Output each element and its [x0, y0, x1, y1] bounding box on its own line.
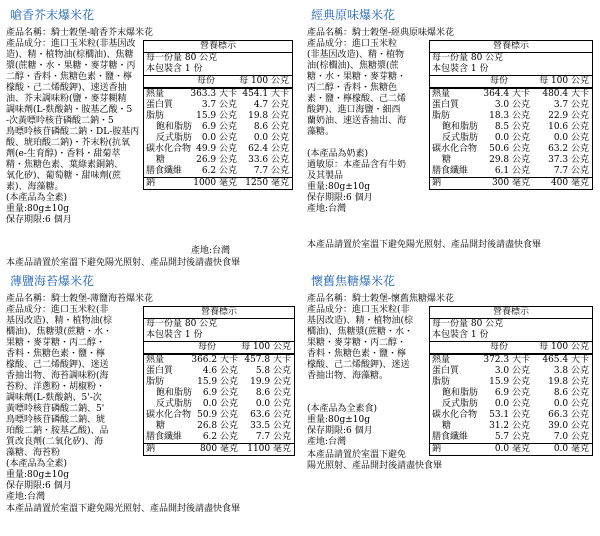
nutrient-label: 糖: [442, 155, 452, 165]
nutrient-per-serving: 366.2 大卡: [191, 355, 238, 365]
description-line: 櫚油)、焦糖漿(蔗糖・水・: [6, 327, 113, 337]
nutrition-row: [144, 100, 292, 111]
description-line: 櫚油)、焦糖漿(蔗糖・水・: [307, 327, 414, 337]
nutrient-per-100g: 7.7 公克: [553, 166, 589, 176]
nutrient-per-100g: 10.6 公克: [548, 122, 589, 132]
product-panel-original: [307, 6, 597, 256]
description-line: 藻糖。: [307, 127, 335, 137]
nutrient-per-serving: 0.0 毫克: [494, 444, 530, 454]
nutrient-per-serving: 15.9 公克: [489, 377, 530, 387]
nutrient-per-serving: 18.3 公克: [489, 111, 530, 121]
nutrient-per-100g: 19.9 公克: [250, 377, 291, 387]
nutrition-row: [430, 111, 592, 122]
nutrient-per-serving: 3.0 公克: [494, 366, 530, 376]
nutrient-label: 碳水化合物: [432, 410, 478, 420]
description-line: (本產品為全素): [6, 459, 68, 469]
description-line: 酸鉀)、進口海鹽・細西: [307, 105, 401, 115]
nutrition-column-header: [430, 75, 592, 89]
product-title: 經典原味爆米花: [311, 8, 396, 22]
description-line: 素)、海藻糖。: [6, 182, 64, 192]
nutrient-per-serving: 50.9 公克: [197, 410, 238, 420]
nutrient-per-100g: 3.8 公克: [553, 366, 589, 376]
nutrient-per-100g: 5.8 公克: [255, 366, 291, 376]
nutrient-per-100g: 7.0 公克: [553, 432, 589, 442]
description-line: (非基因改造)、精・植物: [307, 50, 405, 60]
nutrient-per-serving: 0.0 公克: [202, 399, 238, 409]
description-line: 產品名稱：騎士穀堡-經典原味爆米花: [307, 28, 455, 38]
nutrient-per-100g: 19.8 公克: [548, 377, 589, 387]
description-line: 保存期限:6 個月: [6, 481, 72, 491]
nutrient-per-serving: 0.0 公克: [201, 133, 237, 143]
nutrition-row: [430, 399, 592, 410]
description-line: 香料・焦糖色素・鹽・檸: [307, 349, 407, 359]
nutrition-row: [144, 399, 294, 410]
nutrient-label: 飽和脂肪: [442, 388, 479, 398]
description-line: 檬酸、己二烯酸鉀)、迷送: [6, 360, 109, 370]
nutrient-label: 糖: [442, 421, 452, 431]
nutrient-label: 飽和脂肪: [156, 388, 193, 398]
product-title: 懷舊焦糖爆米花: [311, 274, 396, 288]
product-title: 嗆香芥末爆米花: [10, 8, 95, 22]
description-line: 鳥嘌呤核苷磷酸二鈉、琥: [6, 415, 106, 425]
description-line: 產品名稱：騎士穀堡-懷舊焦糖爆米花: [307, 294, 455, 304]
description-line: 產地:台灣: [307, 437, 347, 447]
description-line: 產品成分：進口玉米粒(非: [6, 305, 109, 315]
description-line: 檬酸・己二烯酸鉀)、速送香抽: [6, 83, 127, 93]
description-line: 過敏原：本產品含有牛奶: [307, 160, 407, 170]
description-line: 苔粉、洋蔥粉・胡椒粉・: [6, 382, 106, 392]
serving-info: 每一份量 80 公克: [432, 53, 504, 63]
description-line: 產品成分：進口玉米粒(非基因改: [6, 39, 136, 49]
description-line: 產品名稱：騎士穀堡-嗆香芥末爆米花: [6, 28, 154, 38]
nutrient-label: 蛋白質: [432, 366, 460, 376]
serving-info: 每一份量 80 公克: [146, 53, 218, 63]
nutrient-per-100g: 4.7 公克: [253, 100, 289, 110]
description-line: 氧化矽)、葡萄糖・甜味劑(蔗: [6, 171, 122, 181]
description-line: 丙二醇・香料・焦糖色: [307, 83, 398, 93]
description-line: 糖・水・果糖・麥芽糖・: [307, 72, 407, 82]
nutrient-per-serving: 300 毫克: [491, 178, 530, 188]
description-line: 香抽出物、海苔調味粉(海: [6, 371, 109, 381]
nutrition-row: [144, 144, 292, 155]
storage-note: 本產品請置於室溫下避免 陽光照射、產品開封後請盡快食畢: [307, 450, 443, 471]
col-per-serving: 每份: [489, 76, 508, 86]
nutrient-label: 脂肪: [432, 111, 451, 121]
description-line: 產品成分：進口玉米粒: [307, 39, 398, 49]
description-line: 質改良劑(二氧化矽)、海: [6, 437, 104, 447]
description-line: 保存期限:6 個月: [307, 426, 373, 436]
nutrient-per-100g: 480.4 大卡: [542, 89, 589, 99]
description-line: 保存期限:6 個月: [6, 215, 72, 225]
description-line: 基因改造)、精・植物油(棕: [307, 316, 414, 326]
nutrition-row: [430, 133, 592, 144]
nutrient-label: 蛋白質: [432, 100, 460, 110]
nutrient-label: 鈉: [146, 178, 156, 188]
nutrient-per-serving: 0.0 公克: [494, 133, 530, 143]
description-line: 檬酸、己二烯酸鉀)、迷送: [307, 360, 410, 370]
nutrient-per-100g: 39.0 公克: [548, 421, 589, 431]
nutrient-per-serving: 363.3 大卡: [190, 89, 237, 99]
nutrient-per-100g: 400 毫克: [550, 178, 589, 188]
nutrient-label: 膳食纖維: [432, 432, 469, 442]
serving-info: 本包裝含 1 份: [432, 330, 489, 340]
description-line: 藻糖、海苔粉: [6, 448, 61, 458]
storage-note: 本產品請置於室溫下避免陽光照射、產品開封後請盡快食畢: [6, 504, 241, 514]
nutrient-per-serving: 53.1 公克: [489, 410, 530, 420]
nutrient-per-100g: 62.4 公克: [248, 144, 289, 154]
description-line: 產地:台灣: [6, 492, 46, 502]
nutrient-per-serving: 26.9 公克: [196, 155, 237, 165]
nutrition-row: [144, 377, 294, 388]
nutrient-per-serving: 372.3 大卡: [483, 355, 530, 365]
nutrient-per-serving: 5.7 公克: [494, 432, 530, 442]
nutrient-per-serving: 29.8 公克: [489, 155, 530, 165]
nutrition-header: 營養標示: [430, 307, 592, 319]
nutrient-label: 熱量: [432, 89, 451, 99]
product-panel-caramel: [307, 272, 597, 534]
description-line: 及其製品: [307, 171, 344, 181]
nutrition-header: 營養標示: [430, 41, 592, 53]
nutrition-header: 營養標示: [144, 41, 292, 53]
nutrition-column-header: [144, 341, 294, 355]
product-title: 薄鹽海苔爆米花: [10, 274, 95, 288]
description-line: 基因改造)、精・植物油(棕: [6, 316, 113, 326]
nutrition-row: [430, 421, 592, 432]
description-line: 產品成分：進口玉米粒(非: [307, 305, 410, 315]
nutrition-row: [144, 155, 292, 166]
description-line: 劑(e-生育醇)・香料・甜菊萃: [6, 149, 121, 159]
nutrient-label: 糖: [156, 421, 166, 431]
nutrient-label: 飽和脂肪: [156, 122, 193, 132]
nutrient-per-serving: 6.2 公克: [202, 432, 238, 442]
nutrient-label: 蛋白質: [146, 100, 174, 110]
nutrient-label: 反式脂肪: [156, 133, 193, 143]
nutrient-per-100g: 7.7 公克: [255, 432, 291, 442]
nutrition-table: [143, 40, 293, 190]
nutrient-per-serving: 1000 毫克: [193, 178, 237, 188]
nutrient-per-100g: 63.2 公克: [548, 144, 589, 154]
nutrition-row: [430, 144, 592, 155]
origin-text: 產地:台灣: [191, 246, 231, 256]
nutrition-row: [144, 177, 292, 189]
nutrition-row: [144, 366, 294, 377]
nutrient-per-serving: 26.8 公克: [197, 421, 238, 431]
description-line: 二醇・香料・焦糖色素・鹽・檸: [6, 72, 133, 82]
nutrient-label: 反式脂肪: [442, 399, 479, 409]
nutrition-row: [430, 177, 592, 189]
serving-info: 本包裝含 1 份: [146, 330, 203, 340]
nutrient-per-serving: 31.2 公克: [489, 421, 530, 431]
nutrient-per-100g: 8.6 公克: [255, 388, 291, 398]
nutrition-row: [144, 443, 294, 455]
nutrition-row: [430, 155, 592, 166]
nutrient-per-serving: 15.9 公克: [196, 111, 237, 121]
nutrient-label: 脂肪: [146, 111, 165, 121]
col-per-serving: 每份: [197, 342, 216, 352]
nutrient-label: 熱量: [432, 355, 451, 365]
nutrition-row: [430, 166, 592, 177]
nutrient-per-100g: 0.0 公克: [255, 399, 291, 409]
nutrient-per-100g: 33.5 公克: [250, 421, 291, 431]
nutrient-per-100g: 454.1 大卡: [242, 89, 289, 99]
nutrient-per-serving: 3.0 公克: [494, 100, 530, 110]
nutrition-row: [144, 432, 294, 443]
nutrition-row: [144, 166, 292, 177]
description-line: 油(棕櫚油)、焦糖漿(蔗: [307, 61, 399, 71]
col-per-serving: 每份: [489, 342, 508, 352]
nutrition-row: [430, 388, 592, 399]
nutrient-label: 膳食纖維: [146, 166, 183, 176]
nutrition-table: [429, 40, 593, 190]
description-line: 漿(蔗糖・水・果糖・麥芽糖・丙: [6, 61, 136, 71]
nutrient-per-serving: 15.9 公克: [197, 377, 238, 387]
nutrient-label: 蛋白質: [146, 366, 174, 376]
description-line: 黃嘌呤核苷磷酸二鈉、5': [6, 404, 105, 414]
nutrition-row: [144, 410, 294, 421]
nutrient-label: 反式脂肪: [156, 399, 193, 409]
nutrient-per-100g: 0.0 毫克: [553, 444, 589, 454]
nutrient-per-serving: 8.5 公克: [494, 122, 530, 132]
description-line: 香抽出物、海藻糖。: [307, 371, 389, 381]
description-line: 果糖・麥芽糖・丙二醇・: [307, 338, 407, 348]
description-line: 調味劑(L-麩酸鈉、5'-次: [6, 393, 102, 403]
nutrient-per-100g: 8.6 公克: [553, 388, 589, 398]
nutrition-row: [144, 89, 292, 100]
serving-info: 每一份量 80 公克: [432, 319, 504, 329]
storage-note: 本產品請置於室溫下避免陽光照射、產品開封後請盡快食畢: [6, 258, 241, 268]
nutrient-label: 熱量: [146, 89, 165, 99]
nutrient-label: 膳食纖維: [146, 432, 183, 442]
description-line: 重量:80g±10g: [6, 470, 70, 480]
nutrient-per-100g: 37.3 公克: [548, 155, 589, 165]
nutrient-label: 碳水化合物: [146, 410, 192, 420]
nutrient-label: 脂肪: [146, 377, 165, 387]
description-line: 重量:80g±10g: [307, 182, 371, 192]
description-line: 素・鹽・檸檬酸、己二烯: [307, 94, 407, 104]
nutrition-row: [144, 111, 292, 122]
nutrition-row: [430, 100, 592, 111]
description-line: 鳥嘌呤核苷磷酸二鈉・DL-胺基丙: [6, 127, 140, 137]
nutrient-per-serving: 6.9 公克: [201, 122, 237, 132]
nutrient-label: 反式脂肪: [442, 133, 479, 143]
nutrition-row: [430, 377, 592, 388]
product-description: [6, 28, 153, 226]
nutrient-per-100g: 33.6 公克: [248, 155, 289, 165]
nutrient-per-100g: 8.6 公克: [253, 122, 289, 132]
nutrition-row: [144, 122, 292, 133]
description-line: 重量:80g±10g: [307, 415, 371, 425]
product-panel-seaweed: [6, 272, 296, 534]
nutrient-per-100g: 66.3 公克: [548, 410, 589, 420]
nutrition-table: [429, 306, 593, 456]
nutrient-per-100g: 0.0 公克: [553, 399, 589, 409]
nutrition-table: [143, 306, 295, 456]
nutrition-column-header: [430, 341, 592, 355]
storage-note: 本產品請置於室溫下避免陽光照射、產品開封後請盡快食畢: [307, 240, 542, 250]
nutrient-per-serving: 4.6 公克: [202, 366, 238, 376]
serving-info: 本包裝含 1 份: [146, 64, 203, 74]
nutrient-per-serving: 800 毫克: [199, 444, 238, 454]
description-line: 香料・焦糖色素・鹽・檸: [6, 349, 106, 359]
nutrition-row: [430, 89, 592, 100]
nutrition-column-header: [144, 75, 292, 89]
nutrient-per-100g: 3.7 公克: [553, 100, 589, 110]
col-per-100g: 每 100 公克: [539, 76, 589, 86]
description-line: 果糖・麥芽糖・丙二醇・: [6, 338, 106, 348]
description-line: (本產品為全素): [6, 193, 68, 203]
nutrient-label: 碳水化合物: [432, 144, 478, 154]
description-line: 保存期限:6 個月: [307, 193, 373, 203]
nutrition-row: [144, 421, 294, 432]
description-line: 造)、精・植物油(棕櫚油)、焦糖: [6, 50, 134, 60]
nutrient-per-serving: 3.7 公克: [201, 100, 237, 110]
nutrient-per-100g: 0.0 公克: [553, 133, 589, 143]
nutrient-per-100g: 465.4 大卡: [542, 355, 589, 365]
nutrient-label: 糖: [156, 155, 166, 165]
nutrient-per-serving: 0.0 公克: [494, 399, 530, 409]
serving-info: 每一份量 80 公克: [146, 319, 218, 329]
nutrition-header: 營養標示: [144, 307, 294, 319]
nutrition-row: [430, 122, 592, 133]
nutrition-row: [144, 133, 292, 144]
nutrition-row: [430, 443, 592, 455]
col-per-serving: 每份: [196, 76, 215, 86]
nutrient-per-serving: 49.9 公克: [196, 144, 237, 154]
nutrition-row: [144, 355, 294, 366]
nutrition-row: [430, 410, 592, 421]
serving-info: 本包裝含 1 份: [432, 64, 489, 74]
col-per-100g: 每 100 公克: [241, 342, 291, 352]
description-line: 精・焦糖色素、葉綠素銅鈉、: [6, 160, 124, 170]
description-line: -次黃嘌呤核苷磷酸二鈉・5: [6, 116, 114, 126]
product-panel-wasabi: [6, 6, 296, 268]
nutrient-per-serving: 6.9 公克: [202, 388, 238, 398]
nutrition-row: [430, 432, 592, 443]
description-line: 油、芥末調味粉(鹽・麥芽糊精: [6, 94, 127, 104]
description-line: 調味劑(L-麩酸鈉・胺基乙酸・5: [6, 105, 133, 115]
nutrient-label: 鈉: [432, 444, 442, 454]
description-line: 珀酸二鈉・胺基乙酸)、品: [6, 426, 109, 436]
product-description: [6, 294, 153, 503]
nutrient-per-100g: 63.6 公克: [250, 410, 291, 420]
nutrient-per-100g: 22.9 公克: [548, 111, 589, 121]
description-line: 產品名稱：騎士穀堡-薄鹽海苔爆米花: [6, 294, 154, 304]
nutrient-per-100g: 19.8 公克: [248, 111, 289, 121]
nutrient-per-100g: 1250 毫克: [245, 178, 289, 188]
col-per-100g: 每 100 公克: [539, 342, 589, 352]
nutrient-label: 碳水化合物: [146, 144, 192, 154]
nutrient-per-100g: 1100 毫克: [247, 444, 291, 454]
nutrient-per-100g: 0.0 公克: [253, 133, 289, 143]
nutrient-per-100g: 7.7 公克: [253, 166, 289, 176]
nutrient-label: 鈉: [146, 444, 156, 454]
nutrient-per-serving: 364.4 大卡: [483, 89, 530, 99]
nutrient-per-serving: 6.9 公克: [494, 388, 530, 398]
description-line: (本產品為全素食): [307, 404, 378, 414]
nutrient-label: 熱量: [146, 355, 165, 365]
nutrient-label: 飽和脂肪: [442, 122, 479, 132]
nutrient-per-serving: 6.1 公克: [494, 166, 530, 176]
nutrient-per-serving: 6.2 公克: [201, 166, 237, 176]
description-line: 蘭奶油、速送香抽出、海: [307, 116, 407, 126]
nutrient-label: 脂肪: [432, 377, 451, 387]
nutrition-row: [430, 366, 592, 377]
description-line: 產地:台灣: [307, 204, 347, 214]
nutrition-row: [144, 388, 294, 399]
nutrition-row: [430, 355, 592, 366]
nutrient-per-serving: 50.6 公克: [489, 144, 530, 154]
col-per-100g: 每 100 公克: [239, 76, 289, 86]
nutrient-label: 鈉: [432, 178, 442, 188]
nutrient-label: 膳食纖維: [432, 166, 469, 176]
description-line: (本產品為奶素): [307, 149, 369, 159]
description-line: 重量:80g±10g: [6, 204, 70, 214]
description-line: 酸、琥珀酸二鈉)・芥末粉(抗氧: [6, 138, 131, 148]
nutrient-per-100g: 457.8 大卡: [244, 355, 291, 365]
